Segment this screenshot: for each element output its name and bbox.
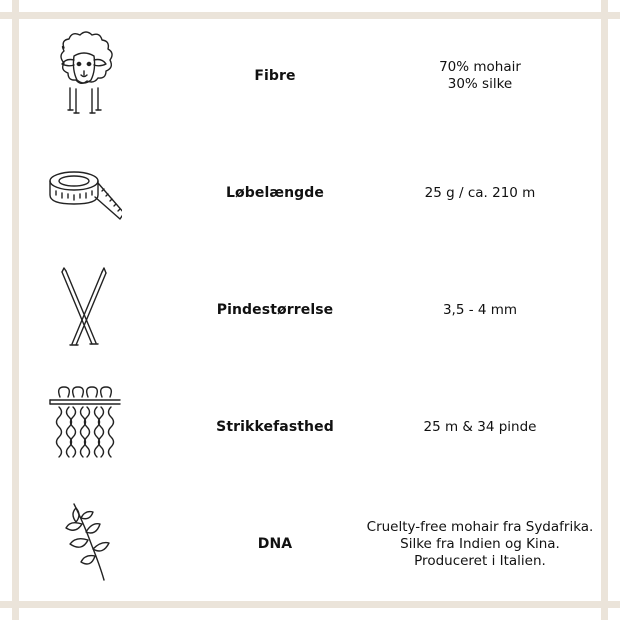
- spec-value: [360, 260, 600, 360]
- spec-value: [360, 377, 600, 477]
- frame-border-right: [601, 0, 608, 620]
- spec-value-line: 30% silke: [447, 76, 513, 92]
- spec-value-line: 25 g / ca. 210 m: [424, 184, 536, 201]
- leaf-branch-icon: [46, 494, 122, 594]
- spec-value-line: Silke fra Indien og Kina.: [400, 535, 560, 552]
- spec-value-line: 25 m & 34 pinde: [423, 418, 537, 435]
- knitted-swatch-icon: [46, 377, 122, 477]
- spec-label: DNA: [257, 536, 293, 552]
- spec-row-strikkefasthed: [30, 377, 590, 477]
- spec-row-fibre: [30, 26, 590, 126]
- knitting-needles-icon: [46, 260, 122, 360]
- spec-label: Strikkefasthed: [216, 419, 334, 435]
- spec-row-pindestorrelse: [30, 260, 590, 360]
- frame-border-left: [12, 0, 19, 620]
- spec-row-lobelaengde: [30, 143, 590, 243]
- spec-value: [360, 143, 600, 243]
- spec-row-dna: [30, 494, 594, 594]
- sheep-icon: [46, 26, 122, 126]
- measuring-tape-icon: [46, 143, 122, 243]
- frame-border-bottom: [0, 601, 620, 608]
- spec-value-line: 70% mohair: [439, 59, 521, 75]
- spec-value-line: 3,5 - 4 mm: [442, 301, 518, 318]
- spec-value: [360, 494, 600, 594]
- spec-value: [360, 26, 600, 126]
- spec-value-line: Cruelty-free mohair fra Sydafrika.: [366, 518, 594, 535]
- spec-label: Løbelængde: [225, 185, 325, 201]
- spec-label: Pindestørrelse: [216, 302, 334, 318]
- spec-value-line: Produceret i Italien.: [414, 552, 546, 569]
- frame-border-top: [0, 12, 620, 19]
- spec-label: Fibre: [254, 68, 296, 84]
